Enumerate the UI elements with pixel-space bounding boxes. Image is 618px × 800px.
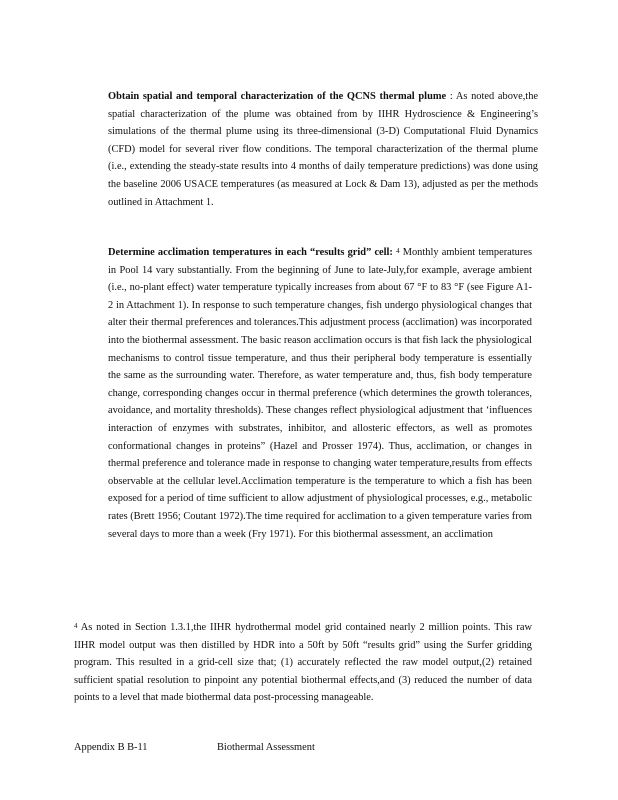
footnote-marker: 4: [74, 622, 78, 630]
page-footer: [74, 741, 315, 755]
footer-document-title: Biothermal Assessment: [217, 742, 315, 753]
paragraph-plume-characterization: [108, 88, 538, 211]
footnote-text: As noted in Section 1.3.1,the IIHR hydrothermal model grid contained nearly 2 million points. This raw IIHR model output was then distilled by HDR into a 50ft by 50ft “results grid” using the Surfer gridding program. This resulted in a grid-cell size that; (1) accurately reflected the raw model output,(2) retained sufficient spatial resolution to pinpoint any potential biothermal effects,and (3) reduced the number of data points to a level that made biothermal data post-processing manageable.: [74, 622, 532, 704]
paragraph-acclimation: [108, 244, 532, 543]
paragraph-body-acclimation: Monthly ambient temperatures in Pool 14 vary substantially. From the beginning of June to late-July,for example, average ambient (i.e., no-plant effect) water temperature typically increases from about 67 °F to 83 °F (see Figure A1-2 in Attachment 1). In response to such temperature changes, fish undergo physiological changes that alter their thermal preferences and tolerances.This adjustment process (acclimation) was incorporated into the biothermal assessment. The basic reason acclimation occurs is that fish lack the physiological mechanisms to control tissue temperature, and thus their peripheral body temperature is essentially the same as the surrounding water. Therefore, as water temperature and, thus, fish body temperature change, corresponding changes occur in thermal preference (which determines the growth tolerances, avoidance, and mortality thresholds). These changes reflect physiological adjustment that ‘influences interaction of enzymes with substrates, inhibitor, and allosteric effectors, as well as promotes conformational changes in proteins” (Hazel and Prosser 1974). Thus, acclimation, or changes in thermal preference and tolerance made in response to changing water temperature,results from effects observable at the cellular level.Acclimation temperature is the temperature to which a fish has been exposed for a period of time sufficient to allow adjustment of physiological processes, e.g., metabolic rates (Brett 1956; Coutant 1972).The time required for acclimation to a given temperature varies from several days to more than a week (Fry 1971). For this biothermal assessment, an acclimation: [108, 247, 532, 540]
paragraph-body-plume: : As noted above,the spatial characterization of the plume was obtained from by IIHR Hydroscience & Engineering’s simulations of the thermal plume using its three-dimensional (3-D) Computational Fluid Dynamics (CFD) model for several river flow conditions. The temporal characterization of the thermal plume (i.e., extending the steady-state results into 4 months of daily temperature predictions) was done using the baseline 2006 USACE temperatures (as measured at Lock & Dam 13), adjusted as per the methods outlined in Attachment 1.: [108, 91, 539, 208]
section-heading-acclimation: Determine acclimation temperatures in each “results grid” cell:: [108, 247, 393, 258]
footnote: [74, 619, 532, 707]
footnote-reference[interactable]: 4: [396, 247, 400, 255]
section-heading-plume: Obtain spatial and temporal characterization of the QCNS thermal plume: [108, 91, 447, 102]
footer-page-label: Appendix B B-11: [74, 742, 148, 753]
